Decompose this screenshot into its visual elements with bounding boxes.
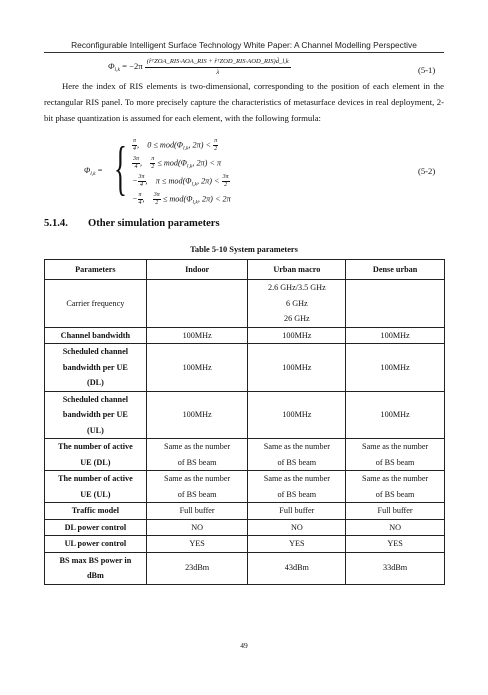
indoor-cell: 100MHz (146, 344, 248, 392)
dense-urban-cell: 100MHz (346, 391, 445, 439)
system-parameters-table (44, 259, 445, 585)
param-cell: Channel bandwidth (45, 327, 147, 344)
piecewise-lhs: $\Phi_{l,k}$ = (84, 166, 103, 177)
math-fraction: $\frac{\pi}{2}$ (214, 138, 218, 152)
param-cell: Traffic model (45, 503, 147, 520)
param-cell: Scheduled channel bandwidth per UE (UL) (45, 391, 147, 439)
dense-urban-cell: YES (346, 536, 445, 553)
indoor-cell: 23dBm (146, 552, 248, 584)
math-fraction: $\frac{3\pi}{2}$ (153, 192, 160, 206)
param-cell: The number of active UE (DL) (45, 439, 147, 471)
indoor-cell: YES (146, 536, 248, 553)
dense-urban-cell: Full buffer (346, 503, 445, 520)
piecewise-row: $\frac{3\pi}{4}$, $\frac{\pi}{2} \le mod(\Phi_{l,k}$, 2π) < π (133, 156, 222, 170)
urban-macro-cell: 2.6 GHz/3.5 GHz 6 GHz 26 GHz (248, 280, 346, 328)
urban-macro-cell: 100MHz (248, 391, 346, 439)
indoor-cell: Same as the number of BS beam (146, 439, 248, 471)
equation-number-5-2: (5-2) (418, 166, 436, 176)
page-number: 49 (240, 641, 248, 650)
indoor-cell: NO (146, 519, 248, 536)
table-row (45, 280, 445, 328)
piecewise-row: − $\frac{3\pi}{4}$, $\pi \le mod(\Phi_{l,k}$, 2π) < $\frac{3\pi}{2}$ (132, 174, 229, 188)
urban-macro-cell: Same as the number of BS beam (248, 471, 346, 503)
body-paragraph: Here the index of RIS elements is two-dimensional, corresponding to the position of each element in the rectangular RIS panel. To more precisely capture the characteristics of metasurface devices in real deployment, 2-bit phase quantization is assumed for each element, with the following formula: (44, 81, 444, 123)
equation-lhs-subscript: l,k (114, 66, 120, 73)
indoor-cell: 100MHz (146, 327, 248, 344)
param-cell: Carrier frequency (45, 280, 147, 328)
urban-macro-cell: YES (248, 536, 346, 553)
urban-macro-cell: 100MHz (248, 344, 346, 392)
param-cell: The number of active UE (UL) (45, 471, 147, 503)
table-body (45, 280, 445, 585)
dense-urban-cell: 100MHz (346, 344, 445, 392)
header-indoor: Indoor (146, 260, 248, 280)
math-fraction: $\frac{3\pi}{4}$ (138, 174, 145, 188)
equation-number-5-1: (5-1) (418, 65, 436, 75)
urban-macro-cell: 43dBm (248, 552, 346, 584)
header-urban-macro: Urban macro (248, 260, 346, 280)
equation-fraction (145, 57, 291, 77)
section-number: 5.1.4. (44, 218, 68, 229)
table-row (45, 344, 445, 392)
dense-urban-cell (346, 280, 445, 328)
param-cell: Scheduled channel bandwidth per UE (DL) (45, 344, 147, 392)
equation-denominator: λ (216, 69, 220, 76)
math-fraction: $\frac{\pi}{4}$ (133, 138, 137, 152)
dense-urban-cell: 33dBm (346, 552, 445, 584)
equation-lhs: Φ (108, 60, 115, 71)
header-dense-urban: Dense urban (346, 260, 445, 280)
table-row (45, 503, 445, 520)
header-rule (44, 52, 444, 53)
table-row (45, 439, 445, 471)
equation-equals: = −2π (122, 60, 143, 71)
left-brace: { (114, 135, 127, 201)
indoor-cell: Same as the number of BS beam (146, 471, 248, 503)
section-heading (44, 218, 220, 229)
urban-macro-cell: NO (248, 519, 346, 536)
urban-macro-cell: 100MHz (248, 327, 346, 344)
table-row (45, 471, 445, 503)
urban-macro-cell: Full buffer (248, 503, 346, 520)
piecewise-row: $\frac{\pi}{4}$, $0 \le mod(\Phi_{l,k}$, 2π) < $\frac{\pi}{2}$ (133, 138, 218, 152)
equation-numerator: (r̂ᵀZOA_RIS·AOA_RIS + r̂ᵀZOD_RIS·AOD_RIS)d̄_l,k (145, 57, 291, 68)
indoor-cell: 100MHz (146, 391, 248, 439)
table-caption: Table 5-10 System parameters (190, 245, 298, 254)
dense-urban-cell: NO (346, 519, 445, 536)
indoor-cell: Full buffer (146, 503, 248, 520)
dense-urban-cell: 100MHz (346, 327, 445, 344)
math-fraction: $\frac{3\pi}{4}$ (133, 156, 140, 170)
header-parameters: Parameters (45, 260, 147, 280)
running-header: Reconfigurable Intelligent Surface Technology White Paper: A Channel Modelling Perspective (71, 40, 417, 50)
table-row (45, 552, 445, 584)
table-row (45, 536, 445, 553)
equation-5-1 (108, 57, 291, 77)
param-cell: UL power control (45, 536, 147, 553)
math-fraction: $\frac{3\pi}{2}$ (222, 174, 229, 188)
section-title: Other simulation parameters (88, 218, 220, 229)
dense-urban-cell: Same as the number of BS beam (346, 471, 445, 503)
urban-macro-cell: Same as the number of BS beam (248, 439, 346, 471)
param-cell: DL power control (45, 519, 147, 536)
table-row (45, 519, 445, 536)
math-fraction: $\frac{\pi}{4}$ (138, 192, 142, 206)
dense-urban-cell: Same as the number of BS beam (346, 439, 445, 471)
indoor-cell (146, 280, 248, 328)
piecewise-row: − $\frac{\pi}{4}$, $\frac{3\pi}{2} \le mod(\Phi_{l,k}$, 2π) < 2π (132, 192, 231, 206)
table-header-row (45, 260, 445, 280)
param-cell: BS max BS power in dBm (45, 552, 147, 584)
table-row (45, 327, 445, 344)
math-fraction: $\frac{\pi}{2}$ (151, 156, 155, 170)
table-row (45, 391, 445, 439)
